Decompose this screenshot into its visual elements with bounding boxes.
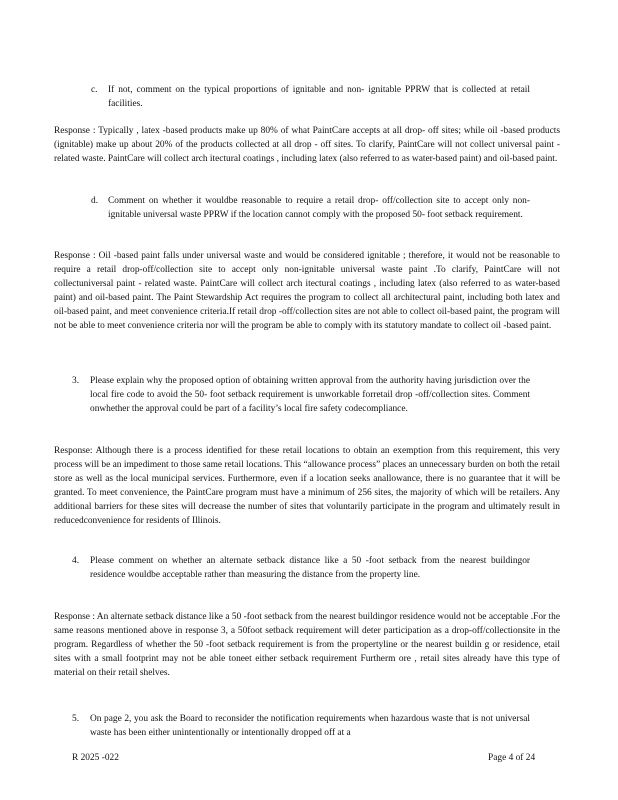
response-3: Response: Although there is a process identified for these retail locations to obtain an exemption from this requirement, this very process will be an impediment to those same retail locations. This “allowance process” places an unnecessary burden on both the retail store as well as the local municipal services. Furthermore, even if a location seeks anallowance, there is no guarantee that it will be granted. To meet convenience, the PaintCare program must have a minimum of 256 sites, the majority of which will be retailers. Any additional barriers for these sites will decrease the number of sites that voluntarily participate in the program and ultimately result in reducedconvenience for residents of Illinois.: [54, 446, 560, 526]
question-3: [72, 374, 530, 416]
item-marker: c.: [91, 85, 98, 95]
question-5: [72, 712, 530, 740]
question-c: [91, 83, 530, 111]
response-4: Response : An alternate setback distance like a 50 -foot setback from the nearest buildingor residence would not be acceptable .For the same reasons mentioned above in response 3, a 50foot setback requirement will deter participation as a drop-off/collectionsite in the program. Regardless of whether the 50 -foot setback requirement is from the propertyline or the nearest buildin g or residence, etail sites with a small footprint may not be able toneet either setback requirement Furtherm ore , retail sites already have this type of material on their retail shelves.: [54, 612, 560, 678]
question-4: [72, 554, 530, 582]
footer-page-number: Page 4 of 24: [488, 753, 536, 763]
question-text: Please explain why the proposed option of obtaining written approval from the authority having jurisdiction over the local fire code to avoid the 50- foot setback requirement is unworkable forretail drop -off/collection sites. Comment onwhether the approval could be part of a facility’s local fire safety codecompliance.: [90, 376, 530, 414]
item-marker: 3.: [72, 376, 80, 386]
item-marker: 4.: [72, 556, 80, 566]
question-d: [91, 194, 530, 222]
question-text: Comment on whether it wouldbe reasonable to require a retail drop- off/collection site to accept only non-ignitable universal waste PPRW if the location cannot comply with the proposed 50- foot setback requirement.: [108, 196, 530, 220]
response-d: Response : Oil -based paint falls under universal waste and would be considered ignitable ; therefore, it would not be reasonable to require a retail drop-off/collection site to accept only non-ignitable universal waste paint .To clarify, PaintCare will not collectuniversal paint - related waste. PaintCare will collect arch itectural coatings , including latex (also referred to as water-based paint) and oil-based paint. The Paint Stewardship Act requires the program to collect all architectural paint, including both latex and oil-based paint, and meet convenience criteria.If retail drop -off/collection sites are not able to collect oil-based paint, the program will not be able to meet convenience criteria nor will the program be able to comply with its statutory mandate to collect oil -based paint.: [54, 251, 560, 331]
footer-doc-id: R 2025 -022: [72, 753, 119, 763]
response-c: Response : Typically , latex -based products make up 80% of what PaintCare accepts at all drop- off sites; while oil -based products (ignitable) make up about 20% of the products collected at all drop - off sites. To clarify, PaintCare will not collect universal paint -related waste. PaintCare will collect arch itectural coatings , including latex (also referred to as water-based paint) and oil-based paint.: [54, 126, 560, 164]
question-text: Please comment on whether an alternate setback distance like a 50 -foot setback from the nearest buildingor residence wouldbe acceptable rather than measuring the distance from the property line.: [90, 556, 530, 580]
question-text: On page 2, you ask the Board to reconsider the notification requirements when hazardous waste that is not universal waste has been either unintentionally or intentionally dropped off at a: [90, 714, 530, 738]
question-text: If not, comment on the typical proportions of ignitable and non- ignitable PPRW that is collected at retail facilities.: [108, 85, 530, 109]
item-marker: d.: [91, 196, 99, 206]
item-marker: 5.: [72, 714, 80, 724]
